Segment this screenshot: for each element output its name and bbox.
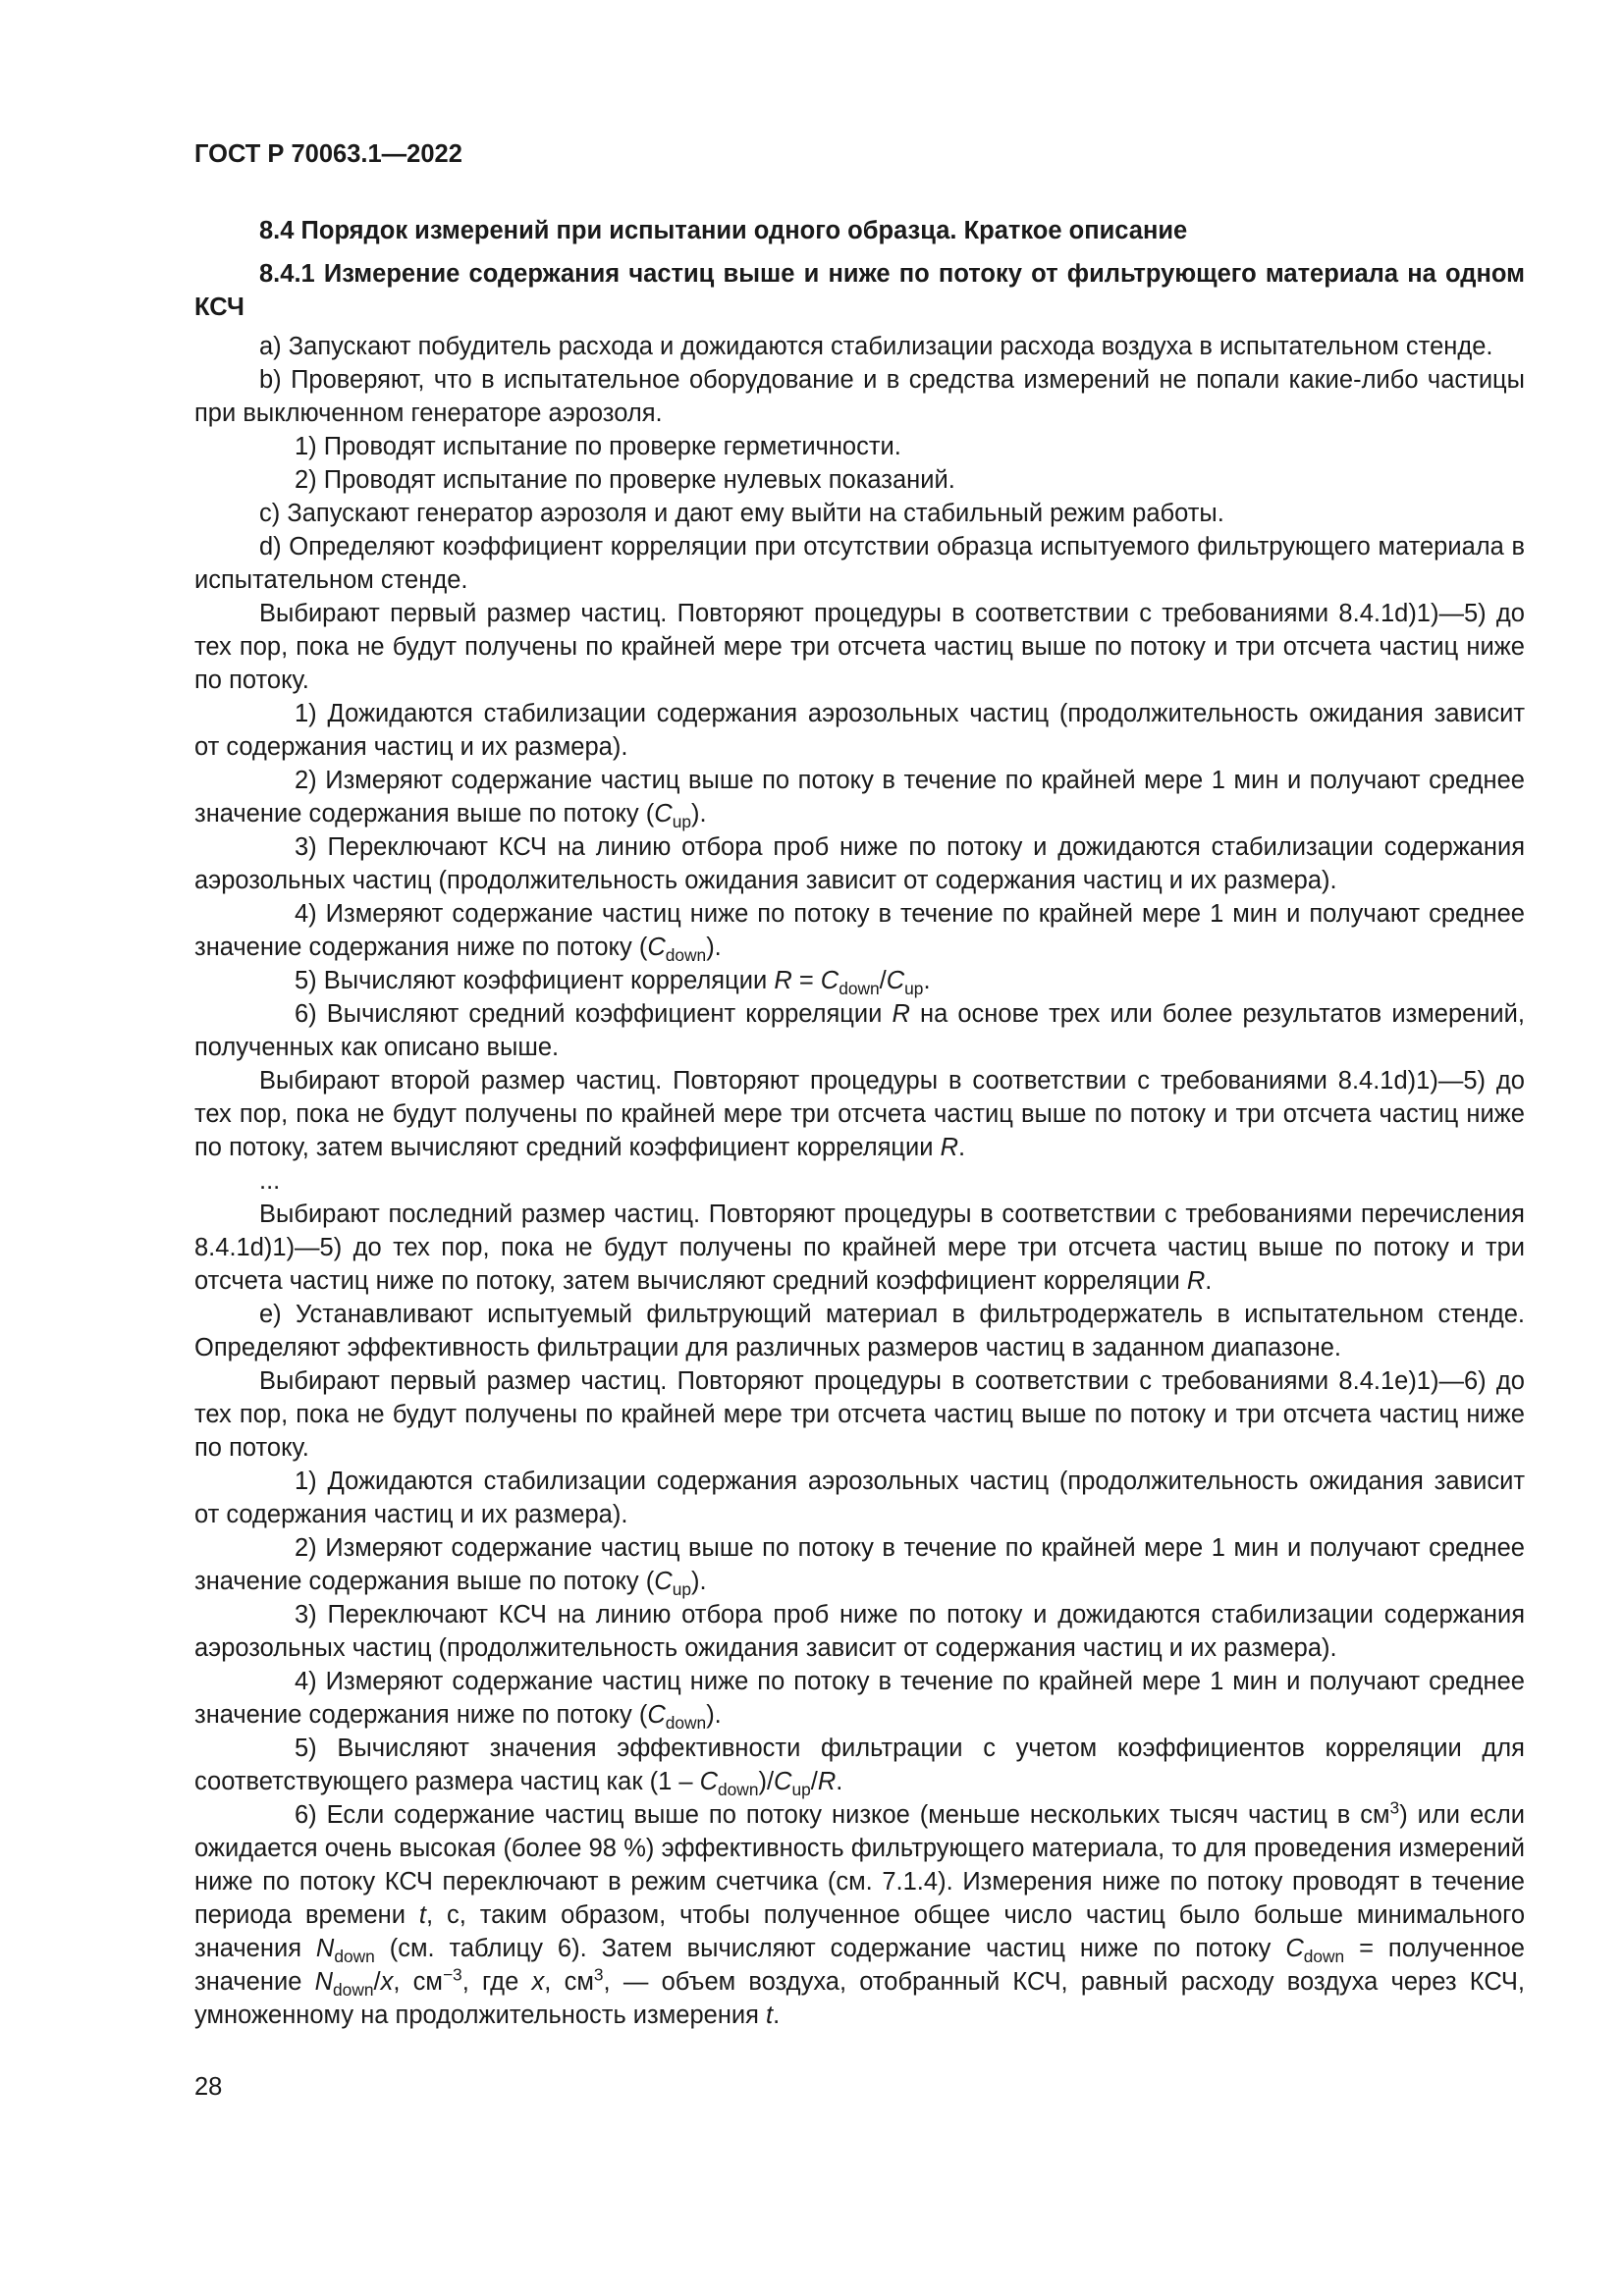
document-page [194,137,1525,2032]
item-e3: 3) Переключают КСЧ на линию отбора проб ниже по потоку и дожидаются стабилизации содержания аэрозольных частиц (продолжительность ожидания зависит от содержания частиц и их размера). [194,1601,1525,1662]
item-e2: 2) Измеряют содержание частиц выше по потоку в течение по крайней мере 1 мин и получают среднее значение содержания выше по потоку $(C_{up})$. [194,1534,1525,1600]
paragraph-d-second-size: Выбирают второй размер частиц. Повторяют процедуры в соответствии с требованиями 8.4.1d)1)—5) до тех пор, пока не будут получены по крайней мере три отсчета частиц выше по потоку и три отсчета частиц ниже по потоку, затем вычисляют средний коэффициент корреляции R. [194,1067,1525,1161]
item-d2: 2) Измеряют содержание частиц выше по потоку в течение по крайней мере 1 мин и получают среднее значение содержания выше по потоку $(C_{up})$. [194,767,1525,832]
ellipsis: ... [259,1167,281,1195]
paragraph-d-last-size: Выбирают последний размер частиц. Повторяют процедуры в соответствии с требованиями перечисления 8.4.1d)1)—5) до тех пор, пока не будут получены по крайней мере три отсчета частиц выше по потоку и три отсчета частиц ниже по потоку, затем вычисляют средний коэффициент корреляции R. [194,1201,1525,1295]
item-c: c) Запускают генератор аэрозоля и дают ему выйти на стабильный режим работы. [259,500,1224,527]
item-b: b) Проверяют, что в испытательное оборудование и в средства измерений не попали какие-либо частицы при выключенном генераторе аэрозоля. [194,366,1525,427]
paragraph-d-first-size: Выбирают первый размер частиц. Повторяют процедуры в соответствии с требованиями 8.4.1d)1)—5) до тех пор, пока не будут получены по крайней мере три отсчета частиц выше по потоку и три отсчета частиц ниже по потоку. [194,600,1525,694]
subsection-title: 8.4.1 Измерение содержания частиц выше и ниже по потоку от фильтрующего материала на одном КСЧ [194,260,1525,321]
item-e6: 6) Если содержание частиц выше по потоку низкое (меньше нескольких тысяч частиц в $см^3$) или если ожидается очень высокая (более 98 %) эффективность фильтрующего материала, то для проведения измерений ниже по потоку КСЧ переключают в режим счетчика (см. 7.1.4). Измерения ниже по потоку проводят в течение периода времени t, с, таким образом, чтобы полученное общее число частиц было больше минимального значения $N_{down}$ (см. таблицу 6). Затем вычисляют содержание частиц ниже по потоку $C_{down}$ = полученное значение $N_{down}/x$, $см^{-3}$, где x, $см^3$, — объем воздуха, отобранный КСЧ, равный расходу воздуха через КСЧ, умноженному на продолжительность измерения t. [194,1797,1526,2029]
item-e5: 5) Вычисляют значения эффективности фильтрации с учетом коэффициентов корреляции для соответствующего размера частиц как $(1 - C_{down})/C_{up}/R$. [194,1735,1525,1800]
item-b1: 1) Проводят испытание по проверке герметичности. [295,433,901,460]
item-b2: 2) Проводят испытание по проверке нулевых показаний. [295,466,955,494]
item-d3: 3) Переключают КСЧ на линию отбора проб ниже по потоку и дожидаются стабилизации содержания аэрозольных частиц (продолжительность ожидания зависит от содержания частиц и их размера). [194,833,1525,894]
page-number: 28 [194,2073,223,2101]
item-d: d) Определяют коэффициент корреляции при отсутствии образца испытуемого фильтрующего материала в испытательном стенде. [194,533,1525,594]
item-d5: 5) Вычисляют коэффициент корреляции $R = C_{down}/C_{up}$. [295,967,931,999]
item-d1: 1) Дожидаются стабилизации содержания аэрозольных частиц (продолжительность ожидания зависит от содержания частиц и их размера). [194,700,1525,761]
item-d6: 6) Вычисляют средний коэффициент корреляции R на основе трех или более результатов измерений, полученных как описано выше. [194,1000,1525,1061]
document-header: ГОСТ Р 70063.1—2022 [194,140,462,168]
section-title: 8.4 Порядок измерений при испытании одного образца. Краткое описание [259,217,1188,244]
item-e4: 4) Измеряют содержание частиц ниже по потоку в течение по крайней мере 1 мин и получают среднее значение содержания ниже по потоку $(C_{down})$. [194,1668,1525,1734]
item-d4: 4) Измеряют содержание частиц ниже по потоку в течение по крайней мере 1 мин и получают среднее значение содержания ниже по потоку $(C_{down})$. [194,900,1525,966]
item-e1: 1) Дожидаются стабилизации содержания аэрозольных частиц (продолжительность ожидания зависит от содержания частиц и их размера). [194,1468,1525,1528]
paragraph-e-first-size: Выбирают первый размер частиц. Повторяют процедуры в соответствии с требованиями 8.4.1e)1)—6) до тех пор, пока не будут получены по крайней мере три отсчета частиц выше по потоку и три отсчета частиц ниже по потоку. [194,1367,1525,1462]
item-e: e) Устанавливают испытуемый фильтрующий материал в фильтродержатель в испытательном стенде. Определяют эффективность фильтрации для различных размеров частиц в заданном диапазоне. [194,1301,1525,1362]
item-a: a) Запускают побудитель расхода и дожидаются стабилизации расхода воздуха в испытательном стенде. [259,333,1493,360]
